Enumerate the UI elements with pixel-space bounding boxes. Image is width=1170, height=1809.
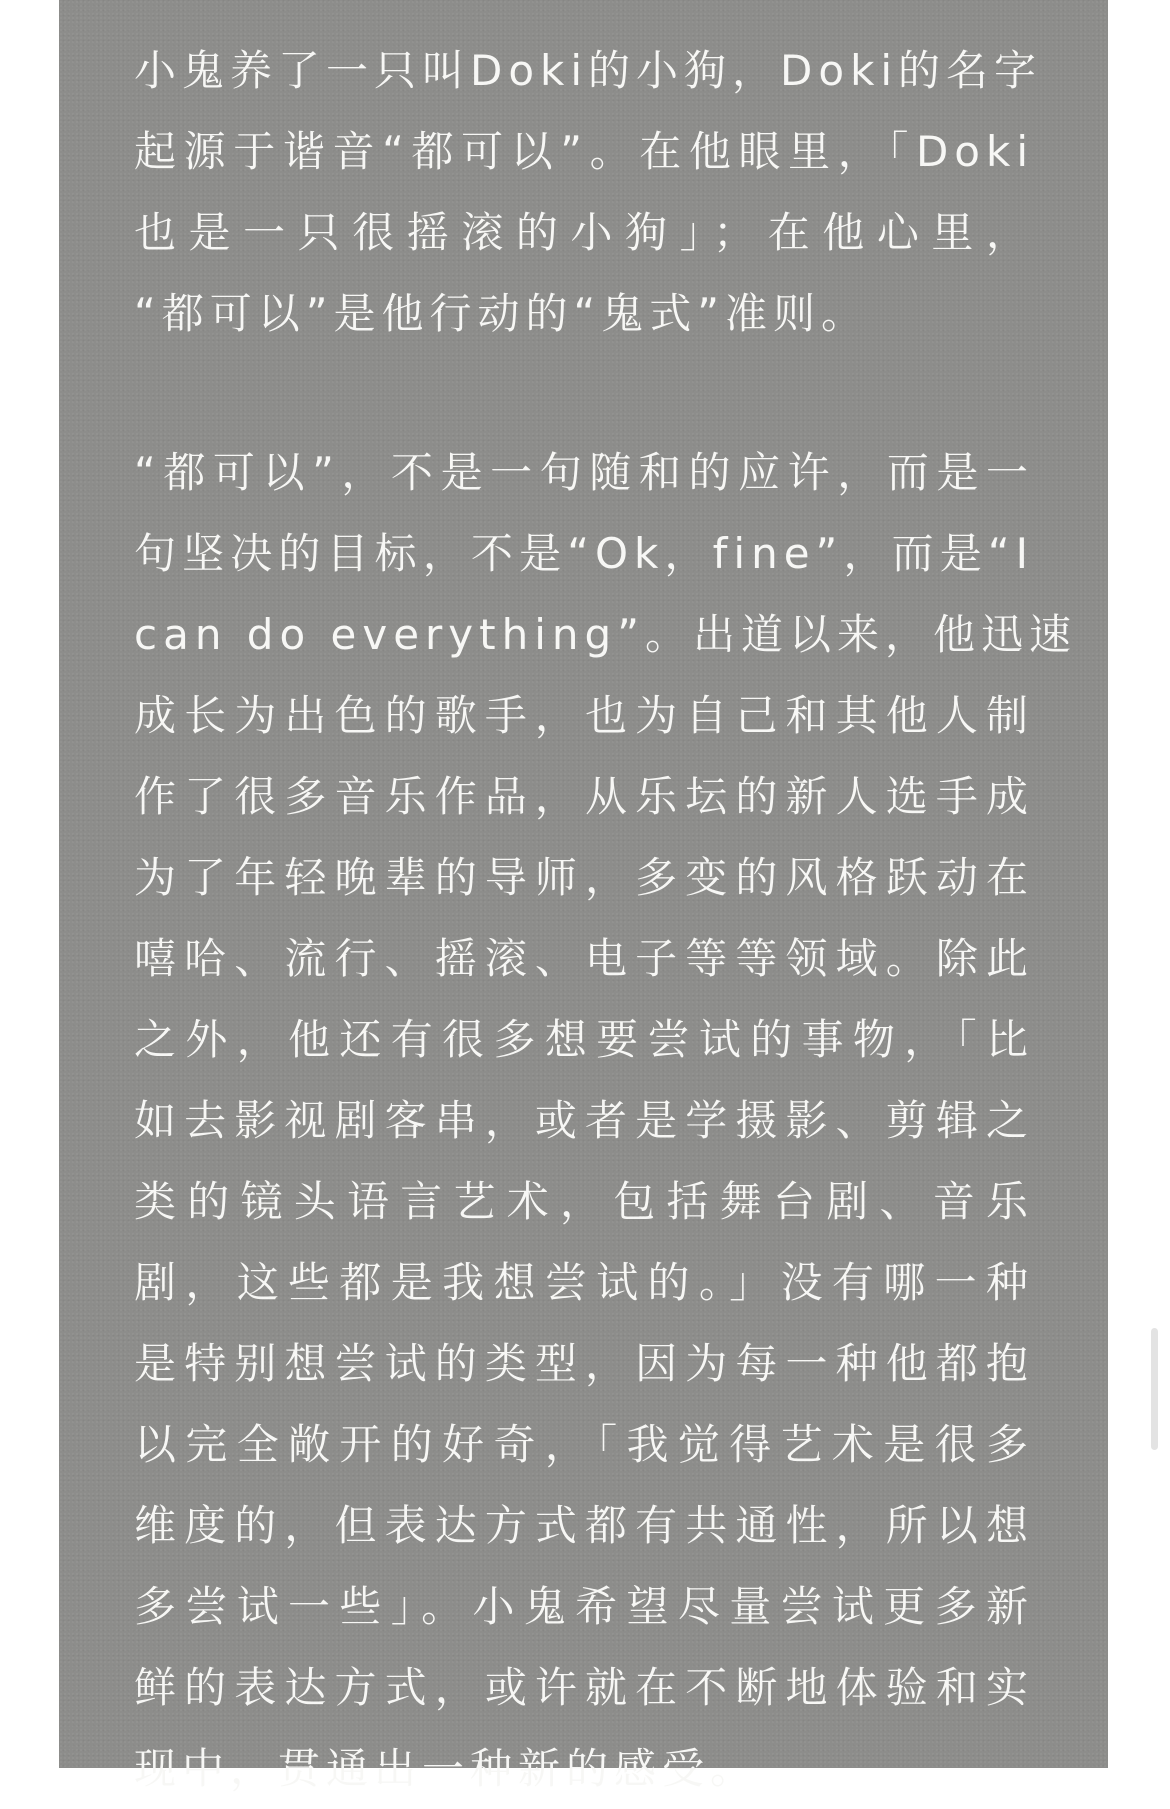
paragraph-line: 是特别想尝试的类型，因为每一种他都抱 [134,1339,1034,1388]
paragraph-line: 多尝试一些」。小鬼希望尽量尝试更多新 [134,1582,1034,1631]
article-paragraph-1 [134,30,1043,354]
paragraph-line: 句坚决的目标，不是“Ok，fine”，而是“I [134,529,1034,578]
paragraph-line: 作了很多音乐作品，从乐坛的新人选手成 [134,772,1034,821]
vertical-scrollbar[interactable] [1151,1328,1158,1450]
paragraph-line: 也是一只很摇滚的小狗」；在他心里， [134,208,1034,257]
paragraph-line: 类的镜头语言艺术，包括舞台剧、音乐 [134,1177,1034,1226]
paragraph-line: 为了年轻晚辈的导师，多变的风格跃动在 [134,853,1034,902]
paragraph-line: 维度的，但表达方式都有共通性，所以想 [134,1501,1034,1550]
paragraph-line: 成长为出色的歌手，也为自己和其他人制 [134,691,1034,740]
paragraph-line: 小鬼养了一只叫Doki的小狗，Doki的名字 [134,46,1043,95]
paragraph-line: 以完全敞开的好奇，「我觉得艺术是很多 [134,1420,1034,1469]
paragraph-line: “都可以”是他行动的“鬼式”准则。 [134,289,870,338]
article-text-panel [59,0,1108,1793]
paragraph-line: 起源于谐音“都可以”。在他眼里，「Doki [134,127,1034,176]
paragraph-line: “都可以”，不是一句随和的应许，而是一 [134,448,1034,497]
article-paragraph-2 [134,432,1077,1809]
paragraph-line: 如去影视剧客串，或者是学摄影、剪辑之 [134,1096,1034,1145]
paragraph-line: 现中，贯通出一种新的感受。 [134,1744,759,1793]
paragraph-line: 鲜的表达方式，或许就在不断地体验和实 [134,1663,1034,1712]
paragraph-line: 剧，这些都是我想尝试的。」没有哪一种 [134,1258,1034,1307]
paragraph-line: 之外，他还有很多想要尝试的事物，「比 [134,1015,1034,1064]
paragraph-line: can do everything”。出道以来，他迅速 [134,610,1077,659]
paragraph-line: 嘻哈、流行、摇滚、电子等等领域。除此 [134,934,1034,983]
